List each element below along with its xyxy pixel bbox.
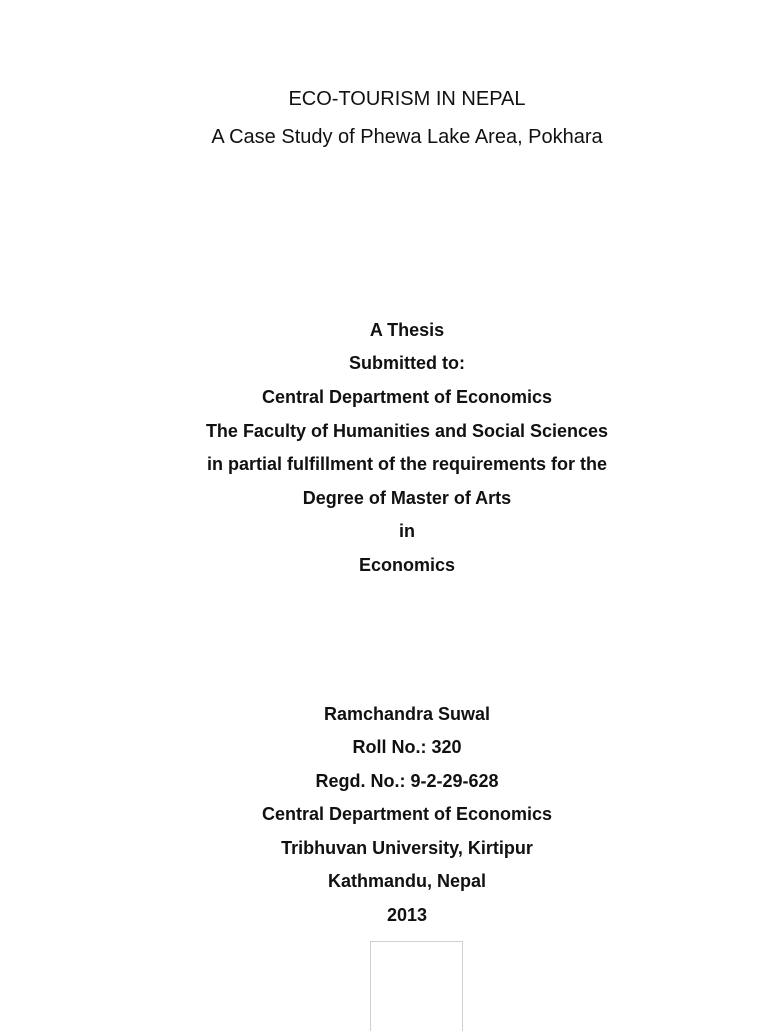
thesis-title: ECO-TOURISM IN NEPAL bbox=[288, 88, 526, 110]
submission-department: Central Department of Economics bbox=[261, 387, 553, 407]
author-university: Tribhuvan University, Kirtipur bbox=[281, 838, 533, 858]
roll-number: Roll No.: 320 bbox=[352, 737, 462, 757]
fulfillment-statement: in partial fulfillment of the requirements for the bbox=[206, 454, 608, 474]
blank-frame bbox=[370, 941, 463, 1031]
degree-name: Degree of Master of Arts bbox=[302, 488, 512, 508]
author-department: Central Department of Economics bbox=[261, 804, 553, 824]
submission-year: 2013 bbox=[386, 905, 428, 925]
registration-number: Regd. No.: 9-2-29-628 bbox=[315, 771, 499, 791]
thesis-subtitle: A Case Study of Phewa Lake Area, Pokhara bbox=[211, 126, 603, 148]
submission-faculty: The Faculty of Humanities and Social Sciences bbox=[205, 421, 609, 441]
degree-in-label: in bbox=[399, 521, 415, 541]
author-location: Kathmandu, Nepal bbox=[327, 871, 487, 891]
thesis-label: A Thesis bbox=[369, 320, 445, 340]
author-name: Ramchandra Suwal bbox=[323, 704, 491, 724]
submitted-to-label: Submitted to: bbox=[349, 353, 465, 373]
degree-subject: Economics bbox=[358, 555, 456, 575]
